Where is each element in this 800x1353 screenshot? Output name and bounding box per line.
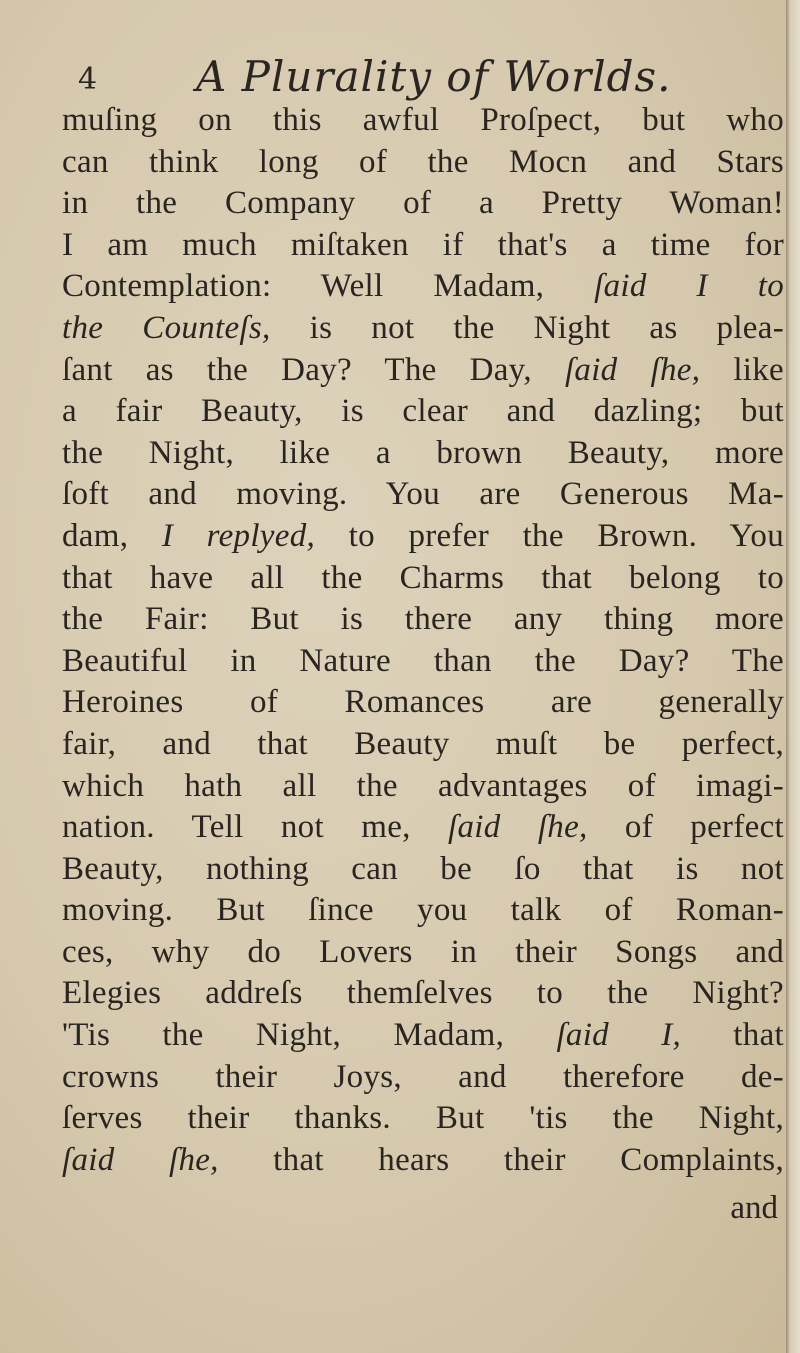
italic-text: ſaid I, — [556, 1017, 682, 1054]
text-line — [62, 308, 784, 350]
text-line — [62, 1098, 784, 1140]
text-segment: Heroines of Romances are generally — [62, 684, 784, 721]
text-segment: can think long of the Mocn and Stars — [62, 143, 784, 180]
text-segment: which hath all the advantages of imagi- — [62, 767, 784, 804]
text-line — [62, 599, 784, 641]
text-segment: in the Company of a Pretty Woman! — [62, 185, 784, 222]
text-segment: like — [700, 351, 785, 388]
text-segment: the Night, like a brown Beauty, more — [62, 434, 784, 471]
text-line — [62, 558, 784, 600]
text-line — [62, 474, 784, 516]
text-line — [62, 225, 784, 267]
page-edge — [786, 0, 800, 1353]
text-segment: dam, — [62, 517, 162, 554]
text-segment: ſant as the Day? The Day, — [62, 351, 565, 388]
catchword: and — [730, 1190, 778, 1226]
text-line — [62, 350, 784, 392]
text-line — [62, 807, 784, 849]
text-line — [62, 516, 784, 558]
text-segment: to prefer the Brown. You — [315, 517, 784, 554]
running-header — [78, 52, 778, 102]
text-line — [62, 100, 784, 142]
text-segment: I am much miſtaken if that's a time for — [62, 226, 784, 263]
text-segment: crowns their Joys, and therefore de- — [62, 1058, 784, 1095]
italic-text: ſaid ſhe, — [62, 1141, 219, 1178]
text-line — [62, 1015, 784, 1057]
text-segment: Beauty, nothing can be ſo that is not — [62, 850, 784, 887]
text-line — [62, 890, 784, 932]
italic-text: ſaid I to — [594, 268, 784, 305]
text-segment: Elegies addreſs themſelves to the Night? — [62, 975, 784, 1012]
italic-text: ſaid ſhe, — [448, 809, 588, 846]
running-title: A Plurality of Worlds. — [196, 52, 672, 101]
text-segment: is not the Night as plea- — [270, 309, 784, 346]
text-segment: that hears their Complaints, — [218, 1141, 784, 1178]
text-segment: of perfect — [587, 809, 784, 846]
text-segment: that — [681, 1017, 784, 1054]
text-line — [62, 766, 784, 808]
text-segment: 'Tis the Night, Madam, — [62, 1017, 557, 1054]
text-line — [62, 391, 784, 433]
text-segment: Contemplation: Well Madam, — [62, 268, 595, 305]
italic-text: ſaid ſhe, — [564, 351, 701, 388]
text-line — [62, 183, 784, 225]
text-line — [62, 641, 784, 683]
text-segment: fair, and that Beauty muſt be perfect, — [62, 725, 784, 762]
text-segment: nation. Tell not me, — [62, 809, 448, 846]
text-segment: that have all the Charms that belong to — [62, 559, 784, 596]
text-line — [62, 1140, 784, 1182]
text-line — [62, 266, 784, 308]
text-segment: muſing on this awful Proſpect, but who — [62, 102, 784, 138]
text-line — [62, 973, 784, 1015]
text-segment: ſerves their thanks. But 'tis the Night, — [62, 1100, 784, 1137]
text-line — [62, 1057, 784, 1099]
text-line — [62, 724, 784, 766]
text-line — [62, 682, 784, 724]
text-segment: the Fair: But is there any thing more — [62, 601, 784, 638]
italic-text: I replyed, — [161, 517, 316, 554]
text-segment: ſoft and moving. You are Generous Ma- — [62, 476, 784, 513]
text-line — [62, 849, 784, 891]
text-line — [62, 433, 784, 475]
text-line — [62, 142, 784, 184]
text-segment: ces, why do Lovers in their Songs and — [62, 933, 784, 970]
text-segment: Beautiful in Nature than the Day? The — [62, 642, 784, 679]
italic-text: the Counteſs, — [62, 309, 271, 346]
body-text — [62, 100, 784, 1181]
text-segment: a fair Beauty, is clear and dazling; but — [62, 393, 784, 430]
text-line — [62, 932, 784, 974]
text-segment: moving. But ſince you talk of Roman- — [62, 892, 784, 929]
page-number: 4 — [78, 62, 98, 97]
